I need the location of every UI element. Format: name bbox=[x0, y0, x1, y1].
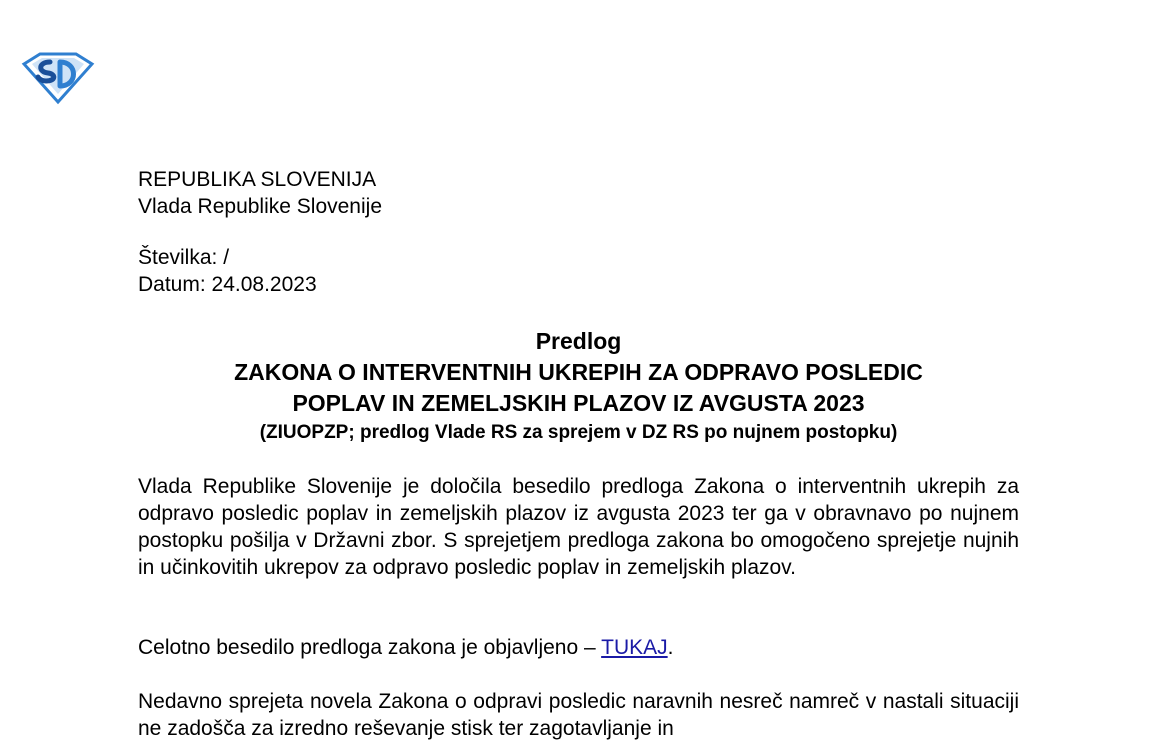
body-paragraph-3: Nedavno sprejeta novela Zakona o odpravi posledic naravnih nesreč namreč v nastali situaciji ne zadošča za izredno reševanje stisk ter zagotavljanje in bbox=[138, 690, 1019, 740]
document-title bbox=[138, 326, 1019, 447]
body-paragraph-1: Vlada Republike Slovenije je določila besedilo predloga Zakona o interventnih ukrepih za odpravo posledic poplav in zemeljskih plazov iz avgusta 2023 ter ga v obravnavo po nujnem postopku pošilja v Državni zbor. S sprejetjem predloga zakona bo omogočeno sprejetje nujnih in učinkovitih ukrepov za odpravo posledic poplav in zemeljskih plazov. bbox=[138, 475, 1019, 579]
document-number: Številka: / bbox=[138, 246, 230, 269]
body-paragraph-2 bbox=[138, 634, 1019, 661]
paragraph-2-text: Celotno besedilo predloga zakona je objavljeno – bbox=[138, 636, 602, 659]
document-meta bbox=[138, 244, 317, 298]
title-line-1: ZAKONA O INTERVENTNIH UKREPIH ZA ODPRAVO POSLEDIC bbox=[234, 359, 923, 385]
document-date: Datum: 24.08.2023 bbox=[138, 273, 317, 296]
sd-logo-icon bbox=[20, 48, 96, 106]
full-text-link[interactable]: TUKAJ bbox=[601, 636, 668, 659]
title-line-2: POPLAV IN ZEMELJSKIH PLAZOV IZ AVGUSTA 2023 bbox=[292, 390, 865, 416]
title-subtitle: (ZIUOPZP; predlog Vlade RS za sprejem v DZ RS po nujnem postopku) bbox=[259, 422, 898, 443]
title-kind: Predlog bbox=[535, 328, 622, 354]
paragraph-2-end: . bbox=[667, 636, 674, 659]
document-header bbox=[138, 166, 382, 220]
government-name: Vlada Republike Slovenije bbox=[138, 195, 382, 218]
country-name: REPUBLIKA SLOVENIJA bbox=[138, 168, 377, 191]
